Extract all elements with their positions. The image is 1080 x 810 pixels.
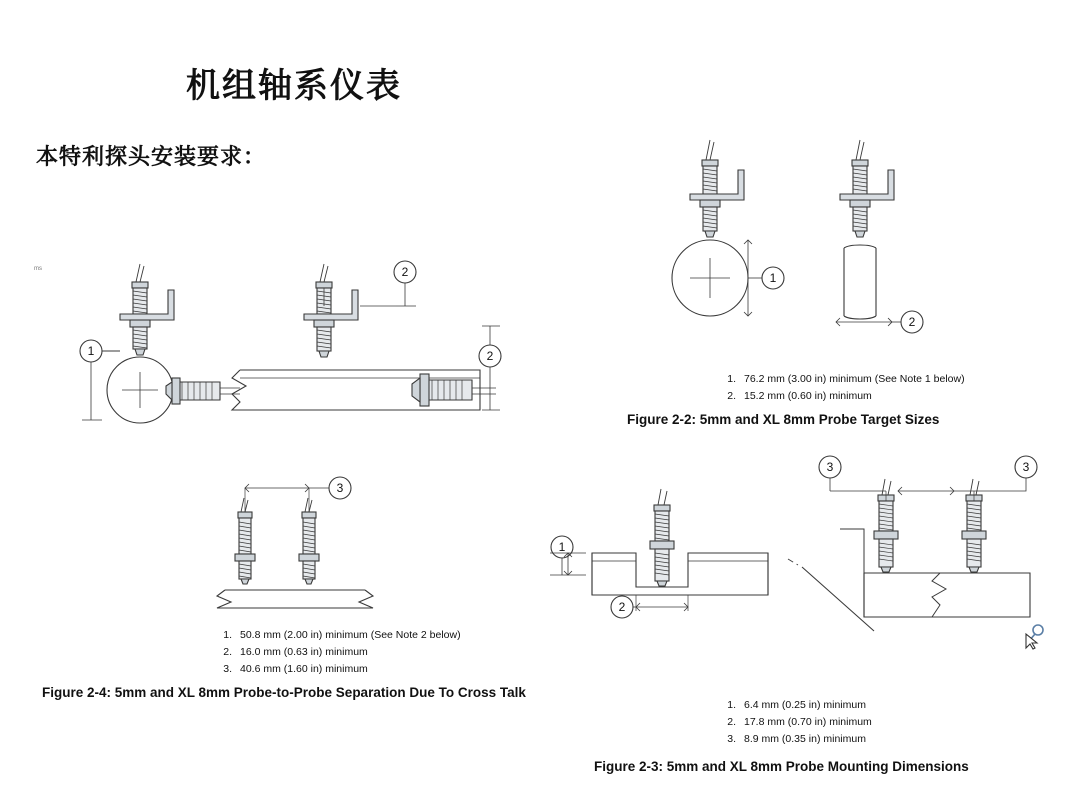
figure-2-2-caption: Figure 2-2: 5mm and XL 8mm Probe Target Sizes — [627, 412, 940, 427]
callout-3: 3 — [336, 481, 344, 495]
figure-2-3-notes — [712, 697, 872, 748]
page-title: 机组轴系仪表 — [186, 68, 402, 105]
figure-2-4-notes — [208, 627, 461, 678]
page-subtitle: 本特利探头安装要求： — [36, 144, 267, 169]
figure-2-3-drawing — [540, 455, 1050, 640]
callout-1: 1 — [87, 344, 95, 358]
figure-2-1-drawing — [60, 260, 540, 450]
figure-2-2-notes — [712, 371, 965, 405]
note-item: 2. 16.0 mm (0.63 in) minimum — [223, 646, 368, 658]
figure-2-4-caption: Figure 2-4: 5mm and XL 8mm Probe-to-Probe Separation Due To Cross Talk — [42, 685, 526, 700]
callout-2: 2 — [401, 265, 409, 279]
note-item: 1. 6.4 mm (0.25 in) minimum — [727, 699, 866, 711]
figure-2-4-drawing — [205, 468, 395, 628]
callout-2: 2 — [618, 600, 626, 614]
mouse-cursor-icon — [1024, 624, 1046, 650]
figure-2-3-caption: Figure 2-3: 5mm and XL 8mm Probe Mounting Dimensions — [594, 759, 969, 774]
callout-1: 1 — [769, 271, 777, 285]
corner-mark: ms — [34, 266, 42, 272]
note-item: 3. 8.9 mm (0.35 in) minimum — [727, 733, 866, 745]
note-item: 1. 76.2 mm (3.00 in) minimum (See Note 1 below) — [727, 373, 965, 385]
note-item: 1. 50.8 mm (2.00 in) minimum (See Note 2 below) — [223, 629, 461, 641]
note-item: 2. 17.8 mm (0.70 in) minimum — [727, 716, 872, 728]
figure-2-2-drawing — [640, 130, 970, 360]
note-item: 2. 15.2 mm (0.60 in) minimum — [727, 390, 872, 402]
callout-2b: 2 — [486, 349, 494, 363]
callout-2: 2 — [908, 315, 916, 329]
callout-3: 3 — [826, 460, 834, 474]
note-item: 3. 40.6 mm (1.60 in) minimum — [223, 663, 368, 675]
callout-1: 1 — [558, 540, 566, 554]
callout-3b: 3 — [1022, 460, 1030, 474]
